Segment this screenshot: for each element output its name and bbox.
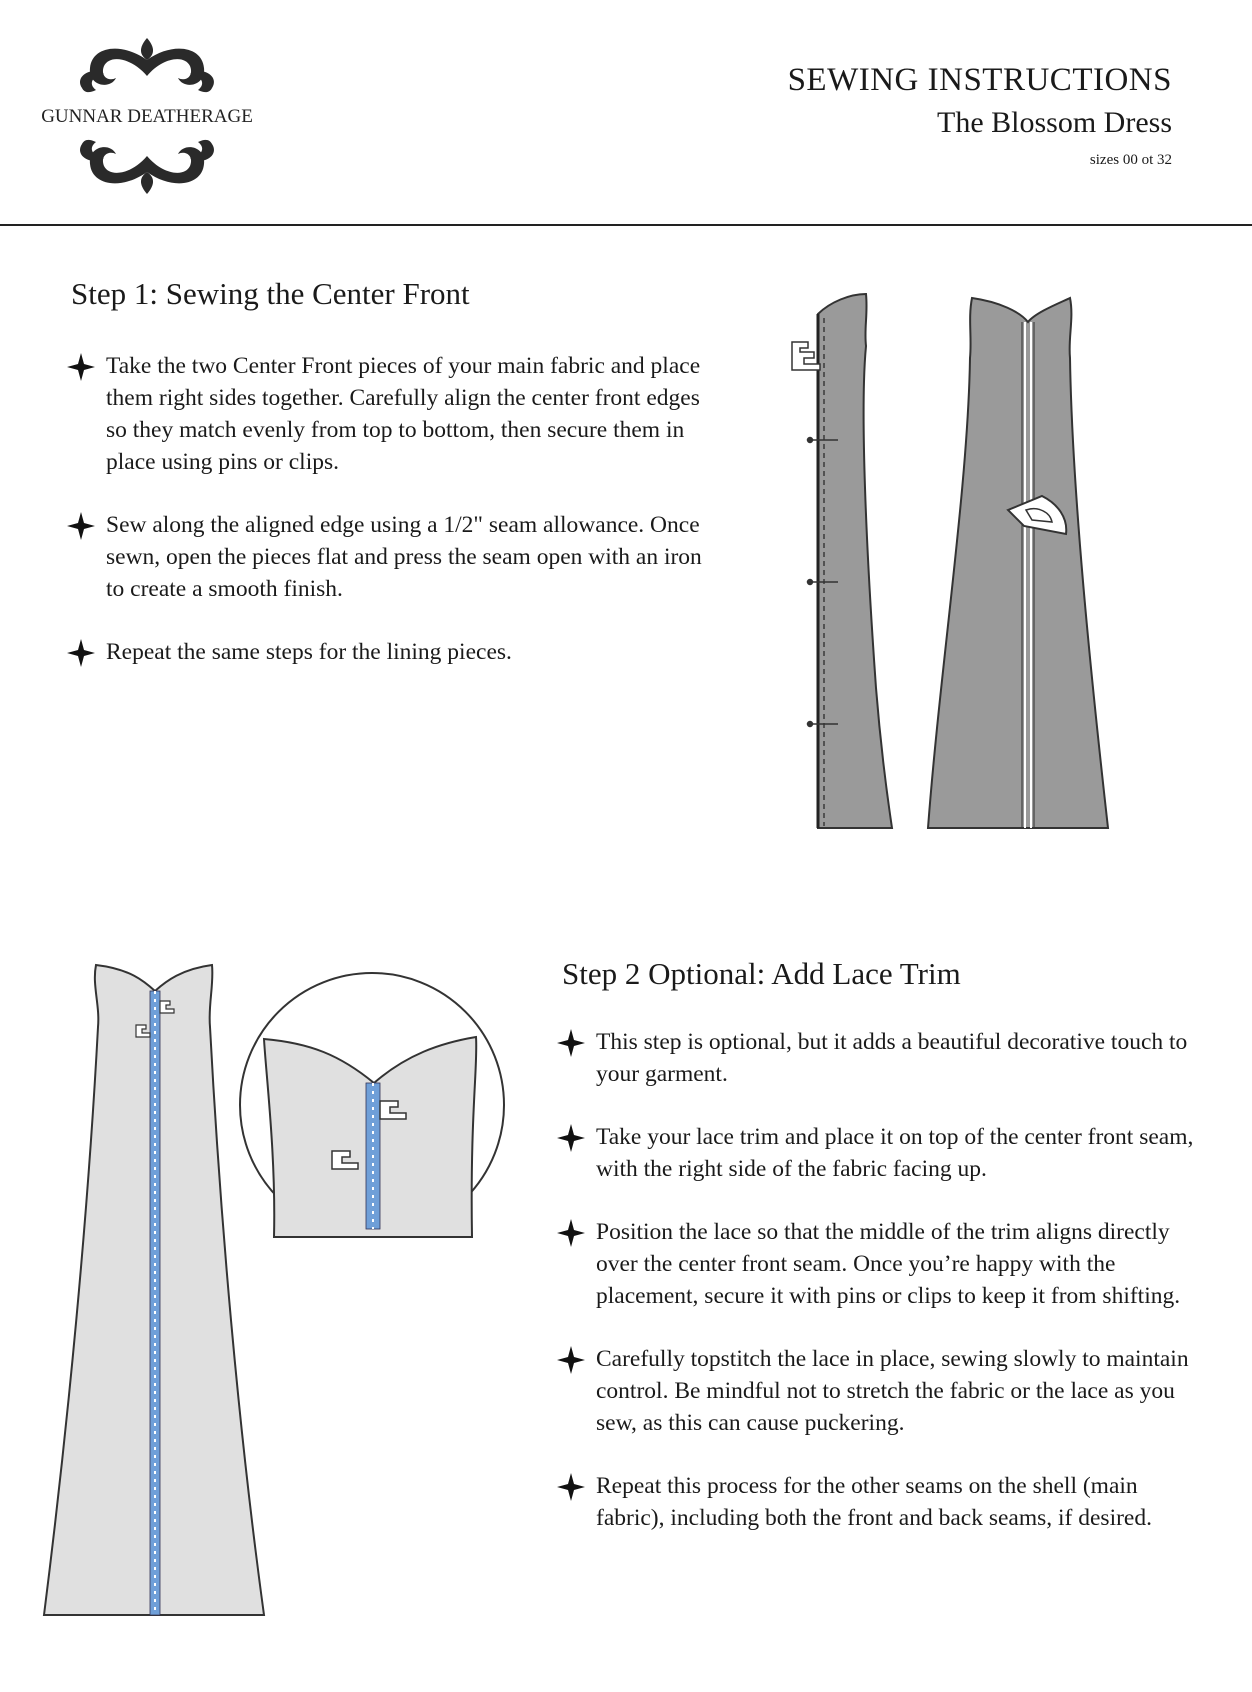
star-bullet-icon <box>66 638 96 668</box>
step2-list <box>556 1026 1206 1565</box>
step1-bullet-1: Take the two Center Front pieces of your main fabric and place them right sides together. Carefully align the center front edges so they match evenly from top to bottom, then secure them in place using pins or clips. <box>66 350 716 478</box>
dress-with-lace <box>44 965 264 1615</box>
document-title: SEWING INSTRUCTIONS <box>787 62 1172 98</box>
header-divider <box>0 224 1252 226</box>
star-bullet-icon <box>556 1472 586 1502</box>
star-bullet-icon <box>556 1123 586 1153</box>
star-bullet-icon <box>66 352 96 382</box>
step2-bullet-5: Repeat this process for the other seams on the shell (main fabric), including both the front and back seams, if desired. <box>556 1470 1206 1534</box>
lace-detail-zoom <box>240 973 504 1237</box>
step2-bullet-1: This step is optional, but it adds a beautiful decorative touch to your garment. <box>556 1026 1206 1090</box>
star-bullet-icon <box>556 1345 586 1375</box>
logo-text: GUNNAR DEATHERAGE <box>41 106 253 127</box>
step2-bullet-2: Take your lace trim and place it on top of the center front seam, with the right side of the fabric facing up. <box>556 1121 1206 1185</box>
document-subtitle: The Blossom Dress <box>937 106 1172 139</box>
step1-bullet-2: Sew along the aligned edge using a 1/2" seam allowance. Once sewn, open the pieces flat and press the seam open with an iron to create a smooth finish. <box>66 509 716 605</box>
size-range: sizes 00 ot 32 <box>1089 152 1172 168</box>
step1-illustration <box>780 288 1120 836</box>
step2-title: Step 2 Optional: Add Lace Trim <box>562 956 961 991</box>
star-bullet-icon <box>556 1028 586 1058</box>
pressed-seam-piece <box>928 298 1108 828</box>
step1-list <box>66 350 716 699</box>
brand-logo <box>41 32 253 200</box>
star-bullet-icon <box>66 511 96 541</box>
step2-bullet-3: Position the lace so that the middle of the trim aligns directly over the center front seam. Once you’re happy with the placement, secure it with pins or clips to keep it from shifting. <box>556 1216 1206 1312</box>
step1-bullet-3: Repeat the same steps for the lining pieces. <box>66 636 716 668</box>
pinned-center-front-piece <box>792 294 892 828</box>
step2-bullet-4: Carefully topstitch the lace in place, sewing slowly to maintain control. Be mindful not to stretch the fabric or the lace as you sew, as this can cause puckering. <box>556 1343 1206 1439</box>
clip-icon <box>792 342 820 370</box>
step1-title: Step 1: Sewing the Center Front <box>71 276 470 311</box>
step2-illustration <box>40 955 530 1630</box>
star-bullet-icon <box>556 1218 586 1248</box>
